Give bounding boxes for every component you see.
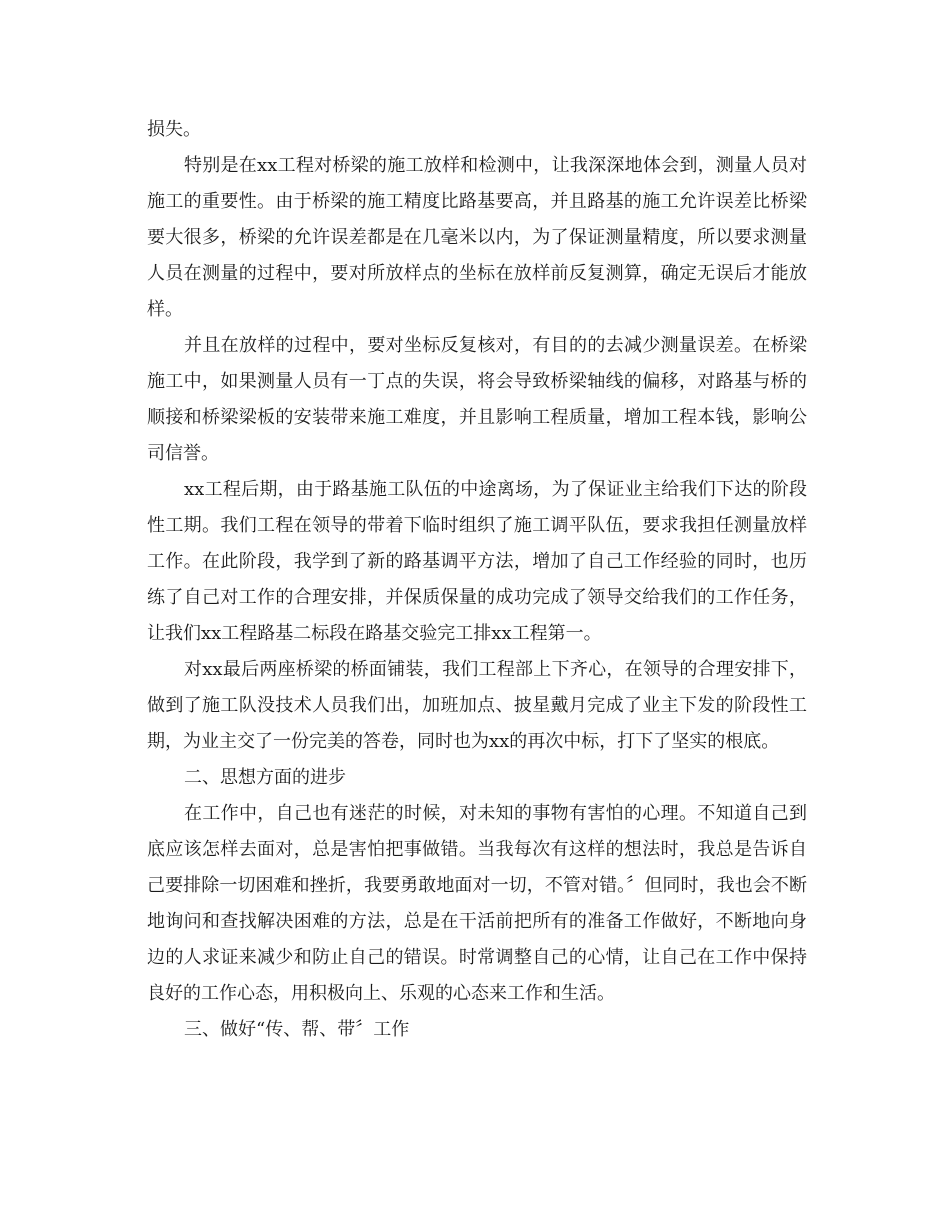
paragraph-bridge-survey: 特别是在xx工程对桥梁的施工放样和检测中，让我深深地体会到，测量人员对施工的重要性。由于桥梁的施工精度比路基要高，并且路基的施工允许误差比桥梁要大很多，桥梁的允许误差都是在几毫米以内，为了保证测量精度，所以要求测量人员在测量的过程中，要对所放样点的坐标在放样前反复测算，确定无误后才能放样。 [147, 155, 807, 320]
paragraph-continuation: 损失。 [147, 119, 201, 140]
section-heading-thinking: 二、思想方面的进步 [184, 767, 346, 788]
paragraph-deck-paving: 对xx最后两座桥梁的桥面铺装，我们工程部上下齐心，在领导的合理安排下，做到了施工队没技术人员我们出，加班加点、披星戴月完成了业主下发的阶段性工期，为业主交了一份完美的答卷，同时也为xx的再次中标，打下了坚实的根底。 [147, 659, 807, 752]
section-heading-mentoring: 三、做好“传、帮、带〞工作 [184, 1019, 410, 1040]
paragraph-coordinate-check: 并且在放样的过程中，要对坐标反复核对，有目的的去减少测量误差。在桥梁施工中，如果测量人员有一丁点的失误，将会导致桥梁轴线的偏移，对路基与桥的顺接和桥梁梁板的安装带来施工难度，并且影响工程质量，增加工程本钱，影响公司信誉。 [147, 335, 807, 464]
paragraph-late-stage: xx工程后期，由于路基施工队伍的中途离场，为了保证业主给我们下达的阶段性工期。我们工程在领导的带着下临时组织了施工调平队伍，要求我担任测量放样工作。在此阶段，我学到了新的路基调平方法，增加了自己工作经验的同时，也历练了自己对工作的合理安排，并保质保量的成功完成了领导交给我们的工作任务，让我们xx工程路基二标段在路基交验完工排xx工程第一。 [147, 479, 807, 644]
document-body [147, 112, 807, 1048]
paragraph-thinking-progress: 在工作中，自己也有迷茫的时候，对未知的事物有害怕的心理。不知道自己到底应该怎样去面对，总是害怕把事做错。当我每次有这样的想法时，我总是告诉自己要排除一切困难和挫折，我要勇敢地面对一切，不管对错。〞但同时，我也会不断地询问和查找解决困难的方法，总是在干活前把所有的准备工作做好，不断地向身边的人求证来减少和防止自己的错误。时常调整自己的心情，让自己在工作中保持良好的工作心态，用积极向上、乐观的心态来工作和生活。 [147, 803, 807, 1004]
